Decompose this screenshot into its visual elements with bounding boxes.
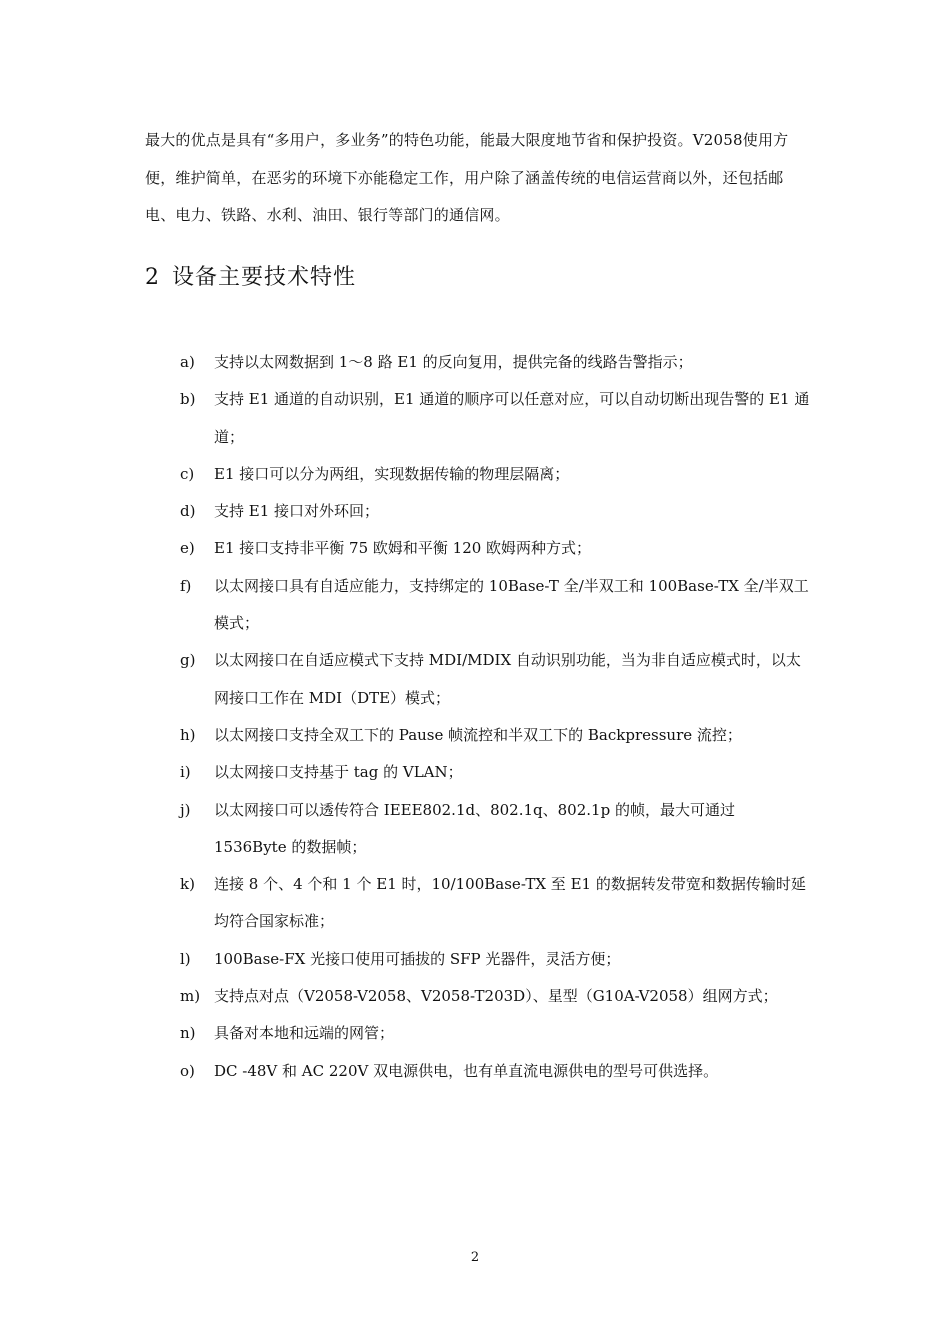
list-marker: m) (180, 987, 201, 1006)
list-item (180, 866, 810, 941)
list-item-text: 以太网接口可以透传符合 IEEE802.1d、802.1q、802.1p 的帧，最大可通过 1536Byte 的数据帧； (214, 800, 735, 856)
list-item (180, 1053, 810, 1090)
feature-list (180, 344, 810, 1090)
list-item (180, 1015, 810, 1052)
intro-paragraph-block (145, 122, 810, 235)
list-item-text: 连接 8 个、4 个和 1 个 E1 时，10/100Base-TX 至 E1 的数据转发带宽和数据传输时延均符合国家标准； (214, 875, 806, 931)
list-item-text: 以太网接口在自适应模式下支持 MDI/MDIX 自动识别功能，当为非自适应模式时，以太网接口工作在 MDI（DTE）模式； (214, 651, 801, 707)
list-item-text: 100Base-FX 光接口使用可插拔的 SFP 光器件，灵活方便； (214, 949, 621, 968)
list-marker: b) (180, 390, 196, 409)
list-item (180, 530, 810, 567)
list-marker: i) (180, 763, 191, 782)
list-item (180, 978, 810, 1015)
list-marker: n) (180, 1024, 196, 1043)
list-marker: h) (180, 725, 196, 744)
list-item (180, 792, 810, 867)
list-item (180, 941, 810, 978)
list-item (180, 717, 810, 754)
list-marker: d) (180, 502, 196, 521)
list-item-text: 具备对本地和远端的网管； (214, 1024, 395, 1043)
section-title: 设备主要技术特性 (172, 265, 357, 290)
intro-paragraph: 最大的优点是具有“多用户，多业务”的特色功能，能最大限度地节省和保护投资。V2058使用方便，维护简单，在恶劣的环境下亦能稳定工作，用户除了涵盖传统的电信运营商以外，还包括邮电、电力、铁路、水利、油田、银行等部门的通信网。 (145, 131, 789, 224)
section-heading (145, 262, 356, 294)
list-item-text: DC -48V 和 AC 220V 双电源供电，也有单直流电源供电的型号可供选择。 (214, 1061, 719, 1080)
list-marker: c) (180, 464, 195, 483)
list-item (180, 456, 810, 493)
list-item (180, 642, 810, 717)
list-item-text: 支持 E1 接口对外环回； (214, 502, 380, 521)
list-marker: g) (180, 651, 196, 670)
list-item-text: 以太网接口支持基于 tag 的 VLAN； (214, 763, 463, 782)
list-item-text: 支持以太网数据到 1～8 路 E1 的反向复用，提供完备的线路告警指示； (214, 353, 693, 371)
list-item (180, 754, 810, 791)
list-marker: o) (180, 1061, 195, 1080)
list-item (180, 493, 810, 530)
list-item-text: E1 接口支持非平衡 75 欧姆和平衡 120 欧姆两种方式； (214, 539, 592, 558)
list-item-text: 支持 E1 通道的自动识别，E1 通道的顺序可以任意对应，可以自动切断出现告警的 E1 通道； (214, 390, 810, 446)
list-marker: f) (180, 576, 192, 595)
list-marker: k) (180, 875, 195, 894)
list-item-text: 支持点对点（V2058-V2058、V2058-T203D）、星型（G10A-V2058）组网方式； (214, 987, 778, 1006)
list-item (180, 344, 810, 381)
list-item (180, 568, 810, 643)
list-marker: l) (180, 949, 191, 968)
list-item (180, 381, 810, 456)
page-number: 2 (470, 1250, 480, 1265)
section-number: 2 (145, 265, 160, 290)
list-item-text: 以太网接口支持全双工下的 Pause 帧流控和半双工下的 Backpressure 流控； (214, 725, 742, 744)
list-marker: a) (180, 353, 195, 371)
list-marker: j) (180, 800, 191, 819)
list-marker: e) (180, 539, 195, 558)
list-item-text: E1 接口可以分为两组，实现数据传输的物理层隔离； (214, 464, 570, 483)
list-item-text: 以太网接口具有自适应能力，支持绑定的 10Base-T 全/半双工和 100Base-TX 全/半双工模式； (214, 576, 809, 633)
